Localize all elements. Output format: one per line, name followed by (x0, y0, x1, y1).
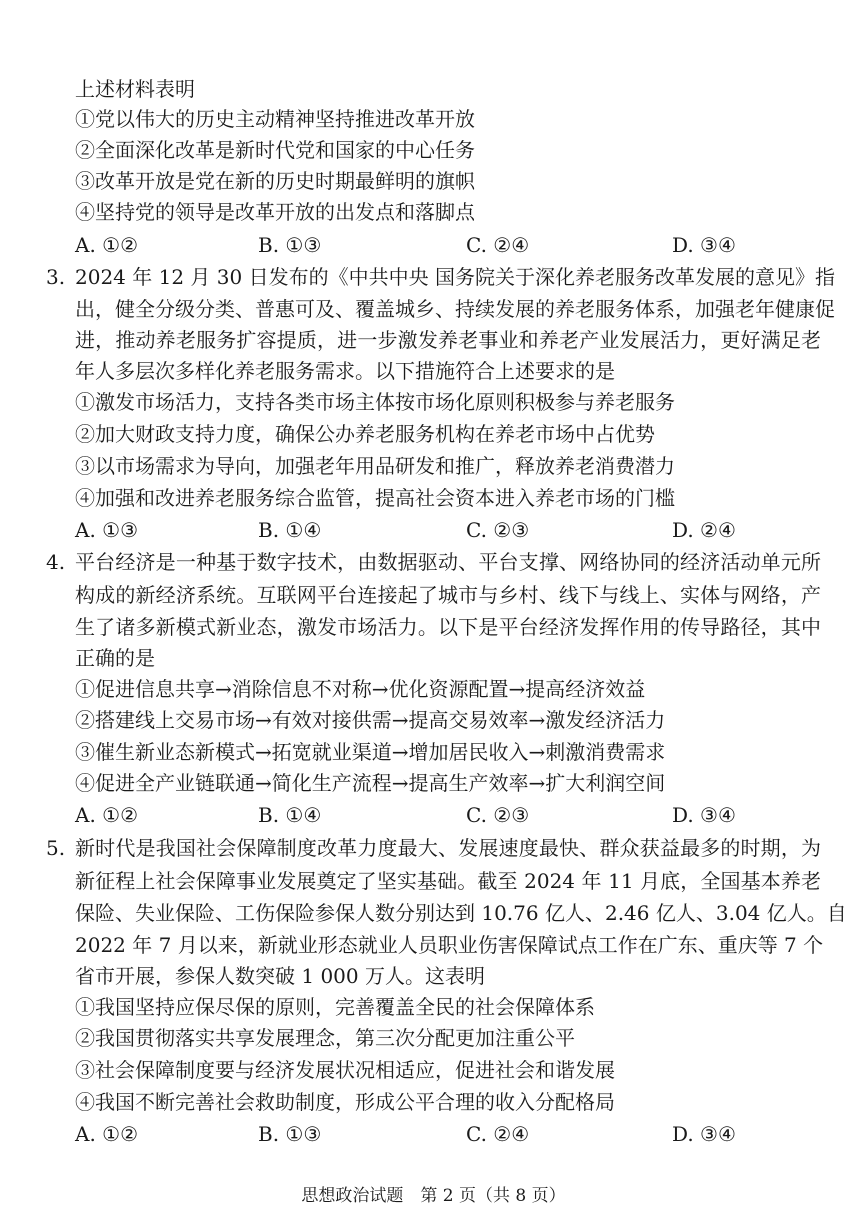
option-b: B. ①③ (258, 233, 322, 257)
option-d: D. ③④ (672, 1122, 736, 1146)
statement-4: ④坚持党的领导是改革开放的出发点和落脚点 (75, 200, 475, 224)
question-4-stem-line: 正确的是 (75, 646, 155, 670)
option-a: A. ①② (75, 1122, 139, 1146)
option-b: B. ①④ (258, 803, 322, 827)
statement-4: ④加强和改进养老服务综合监管，提高社会资本进入养老市场的门槛 (75, 486, 675, 510)
option-b: B. ①③ (258, 1122, 322, 1146)
question-3-stem-line: 2024 年 12 月 30 日发布的《中共中央 国务院关于深化养老服务改革发展的意见》指 (75, 265, 835, 289)
statement-4: ④促进全产业链联通→简化生产流程→提高生产效率→扩大利润空间 (75, 771, 666, 795)
question-5-stem-line: 2022 年 7 月以来，新就业形态就业人员职业伤害保障试点工作在广东、重庆等 7 个 (75, 933, 824, 957)
question-4-number: 4. (46, 550, 66, 574)
option-d: D. ③④ (672, 233, 736, 257)
option-a: A. ①② (75, 803, 139, 827)
question-5-number: 5. (46, 836, 66, 860)
statement-3: ③以市场需求为导向，加强老年用品研发和推广，释放养老消费潜力 (75, 454, 675, 478)
option-b: B. ①④ (258, 518, 322, 542)
question-3-number: 3. (46, 265, 66, 289)
question-5-stem-line: 省市开展，参保人数突破 1 000 万人。这表明 (75, 964, 485, 988)
statement-2: ②加大财政支持力度，确保公办养老服务机构在养老市场中占优势 (75, 422, 655, 446)
statement-3: ③催生新业态新模式→拓宽就业渠道→增加居民收入→刺激消费需求 (75, 740, 666, 764)
statement-2: ②全面深化改革是新时代党和国家的中心任务 (75, 138, 475, 162)
option-c: C. ②④ (466, 1122, 530, 1146)
question-5-stem-line: 保险、失业保险、工伤保险参保人数分别达到 10.76 亿人、2.46 亿人、3.04 亿人。自 (75, 901, 847, 925)
option-c: C. ②④ (466, 233, 530, 257)
option-a: A. ①② (75, 233, 139, 257)
option-d: D. ③④ (672, 803, 736, 827)
question-4-stem-line: 构成的新经济系统。互联网平台连接起了城市与乡村、线下与线上、实体与网络，产 (75, 583, 821, 607)
option-c: C. ②③ (466, 803, 530, 827)
statement-2: ②我国贯彻落实共享发展理念，第三次分配更加注重公平 (75, 1026, 575, 1050)
statement-3: ③社会保障制度要与经济发展状况相适应，促进社会和谐发展 (75, 1058, 615, 1082)
option-c: C. ②③ (466, 518, 530, 542)
question-5-stem-line: 新时代是我国社会保障制度改革力度最大、发展速度最快、群众获益最多的时期，为 (75, 836, 821, 860)
option-a: A. ①③ (75, 518, 139, 542)
question-4-stem-line: 平台经济是一种基于数字技术，由数据驱动、平台支撑、网络协同的经济活动单元所 (75, 550, 821, 574)
statement-3: ③改革开放是党在新的历史时期最鲜明的旗帜 (75, 169, 475, 193)
statement-1: ①党以伟大的历史主动精神坚持推进改革开放 (75, 107, 475, 131)
question-3-stem-line: 年人多层次多样化养老服务需求。以下措施符合上述要求的是 (75, 359, 615, 383)
statement-1: ①我国坚持应保尽保的原则，完善覆盖全民的社会保障体系 (75, 995, 595, 1019)
page-footer: 思想政治试题 第 2 页（共 8 页） (301, 1186, 566, 1206)
question-stem: 上述材料表明 (75, 77, 195, 101)
statement-1: ①促进信息共享→消除信息不对称→优化资源配置→提高经济效益 (75, 677, 646, 701)
statement-2: ②搭建线上交易市场→有效对接供需→提高交易效率→激发经济活力 (75, 708, 666, 732)
question-3-stem-line: 进，推动养老服务扩容提质，进一步激发养老事业和养老产业发展活力，更好满足老 (75, 328, 821, 352)
option-d: D. ②④ (672, 518, 736, 542)
statement-1: ①激发市场活力，支持各类市场主体按市场化原则积极参与养老服务 (75, 390, 675, 414)
question-3-stem-line: 出，健全分级分类、普惠可及、覆盖城乡、持续发展的养老服务体系，加强老年健康促 (75, 297, 835, 321)
statement-4: ④我国不断完善社会救助制度，形成公平合理的收入分配格局 (75, 1090, 615, 1114)
question-5-stem-line: 新征程上社会保障事业发展奠定了坚实基础。截至 2024 年 11 月底，全国基本养老 (75, 869, 821, 893)
question-4-stem-line: 生了诸多新模式新业态，激发市场活力。以下是平台经济发挥作用的传导路径，其中 (75, 615, 821, 639)
